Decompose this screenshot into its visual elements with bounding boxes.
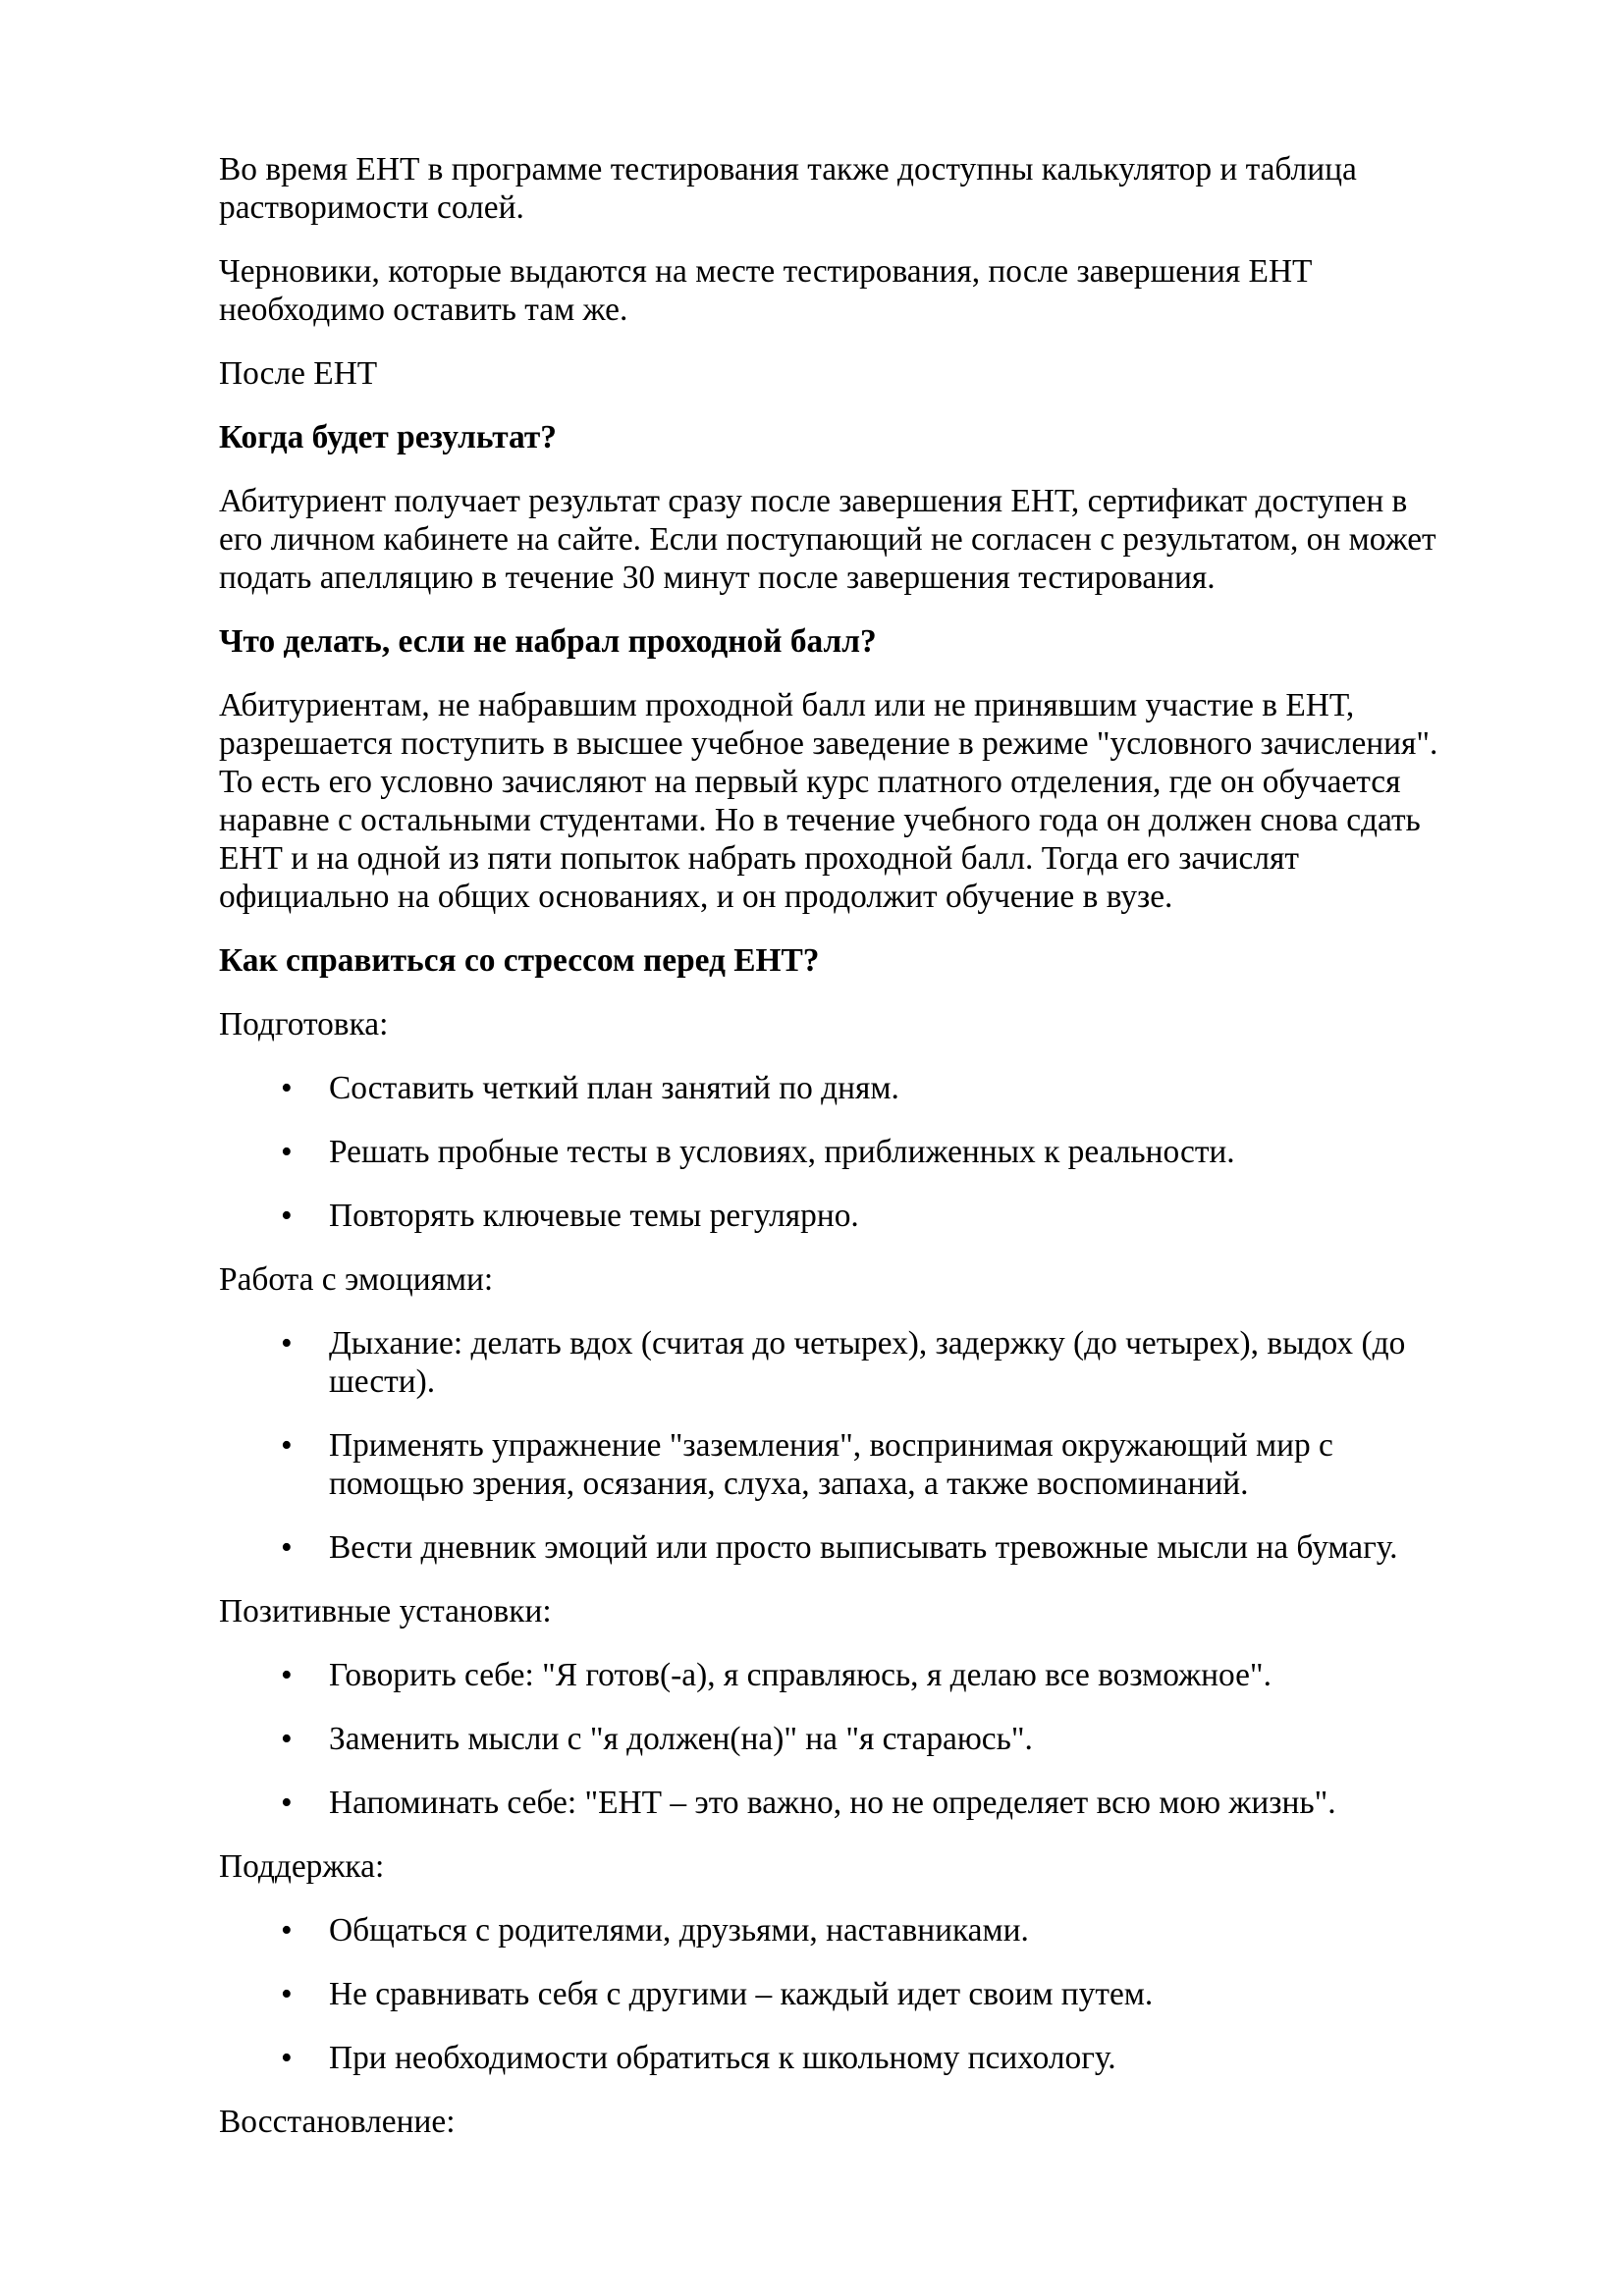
list-item-text: Общаться с родителями, друзьями, наставниками. bbox=[329, 1912, 1029, 1949]
label-preparation: Подготовка: bbox=[219, 1006, 389, 1042]
list-item-text: Говорить себе: "Я готов(-а), я справляюсь, я делаю все возможное". bbox=[329, 1657, 1272, 1693]
list-item bbox=[219, 1324, 1443, 1401]
paragraph-intro-calculator: Во время ЕНТ в программе тестирования также доступны калькулятор и таблица растворимости солей. bbox=[219, 151, 1357, 226]
label-support: Поддержка: bbox=[219, 1848, 385, 1885]
bullet-icon: • bbox=[281, 1976, 293, 2012]
paragraph-conditional-enrollment: Абитуриентам, не набравшим проходной балл или не принявшим участие в ЕНТ, разрешается поступить в высшее учебное заведение в режиме "условного зачисления". То есть его условно зачисляют на первый курс платного отделения, где он обучается наравне с остальными студентами. Но в течение учебного года он должен снова сдать ЕНТ и на одной из пяти попыток набрать проходной балл. Тогда его зачислят официально на общих основаниях, и он продолжит обучение в вузе. bbox=[219, 687, 1438, 915]
bullet-icon: • bbox=[281, 2040, 293, 2076]
label-emotions: Работа с эмоциями: bbox=[219, 1261, 494, 1298]
list-item-text: Решать пробные тесты в условиях, приближенных к реальности. bbox=[329, 1134, 1235, 1170]
list-item-text: Применять упражнение "заземления", воспринимая окружающий мир с помощью зрения, осязания, слуха, запаха, а также воспоминаний. bbox=[329, 1427, 1333, 1502]
list-item bbox=[219, 1911, 1443, 1949]
bullet-icon: • bbox=[281, 1070, 293, 1106]
list-support bbox=[219, 1911, 1443, 2077]
list-item-text: Повторять ключевые темы регулярно. bbox=[329, 1198, 859, 1234]
list-item bbox=[219, 1197, 1443, 1235]
list-preparation bbox=[219, 1069, 1443, 1235]
list-item-text: Составить четкий план занятий по дням. bbox=[329, 1070, 899, 1106]
paragraph-drafts: Черновики, которые выдаются на месте тестирования, после завершения ЕНТ необходимо оставить там же. bbox=[219, 253, 1313, 328]
bullet-icon: • bbox=[281, 1785, 293, 1821]
list-item-text: Напоминать себе: "ЕНТ – это важно, но не определяет всю мою жизнь". bbox=[329, 1785, 1336, 1821]
label-recovery: Восстановление: bbox=[219, 2104, 456, 2140]
heading-stress: Как справиться со стрессом перед ЕНТ? bbox=[219, 942, 820, 979]
list-item bbox=[219, 1656, 1443, 1694]
bullet-icon: • bbox=[281, 1721, 293, 1757]
list-item bbox=[219, 1975, 1443, 2013]
heading-when-result: Когда будет результат? bbox=[219, 419, 557, 455]
bullet-icon: • bbox=[281, 1427, 293, 1464]
bullet-icon: • bbox=[281, 1134, 293, 1170]
list-item bbox=[219, 1720, 1443, 1758]
label-positive-attitudes: Позитивные установки: bbox=[219, 1593, 552, 1629]
bullet-icon: • bbox=[281, 1657, 293, 1693]
paragraph-after-ent: После ЕНТ bbox=[219, 355, 378, 392]
list-item bbox=[219, 1133, 1443, 1171]
list-item-text: Заменить мысли с "я должен(на)" на "я стараюсь". bbox=[329, 1721, 1033, 1757]
bullet-icon: • bbox=[281, 1198, 293, 1234]
heading-not-passed: Что делать, если не набрал проходной балл? bbox=[219, 623, 877, 660]
bullet-icon: • bbox=[281, 1912, 293, 1949]
list-positive-attitudes bbox=[219, 1656, 1443, 1822]
bullet-icon: • bbox=[281, 1325, 293, 1362]
list-item bbox=[219, 1426, 1443, 1503]
list-item bbox=[219, 1528, 1443, 1567]
paragraph-result-details: Абитуриент получает результат сразу после завершения ЕНТ, сертификат доступен в его личном кабинете на сайте. Если поступающий не согласен с результатом, он может подать апелляцию в течение 30 минут после завершения тестирования. bbox=[219, 483, 1436, 596]
list-item-text: Дыхание: делать вдох (считая до четырех), задержку (до четырех), выдох (до шести). bbox=[329, 1325, 1406, 1400]
list-item bbox=[219, 1784, 1443, 1822]
list-emotions bbox=[219, 1324, 1443, 1567]
list-item-text: Не сравнивать себя с другими – каждый идет своим путем. bbox=[329, 1976, 1154, 2012]
bullet-icon: • bbox=[281, 1529, 293, 1566]
list-item bbox=[219, 2039, 1443, 2077]
list-item bbox=[219, 1069, 1443, 1107]
list-item-text: Вести дневник эмоций или просто выписывать тревожные мысли на бумагу. bbox=[329, 1529, 1398, 1566]
list-item-text: При необходимости обратиться к школьному психологу. bbox=[329, 2040, 1116, 2076]
